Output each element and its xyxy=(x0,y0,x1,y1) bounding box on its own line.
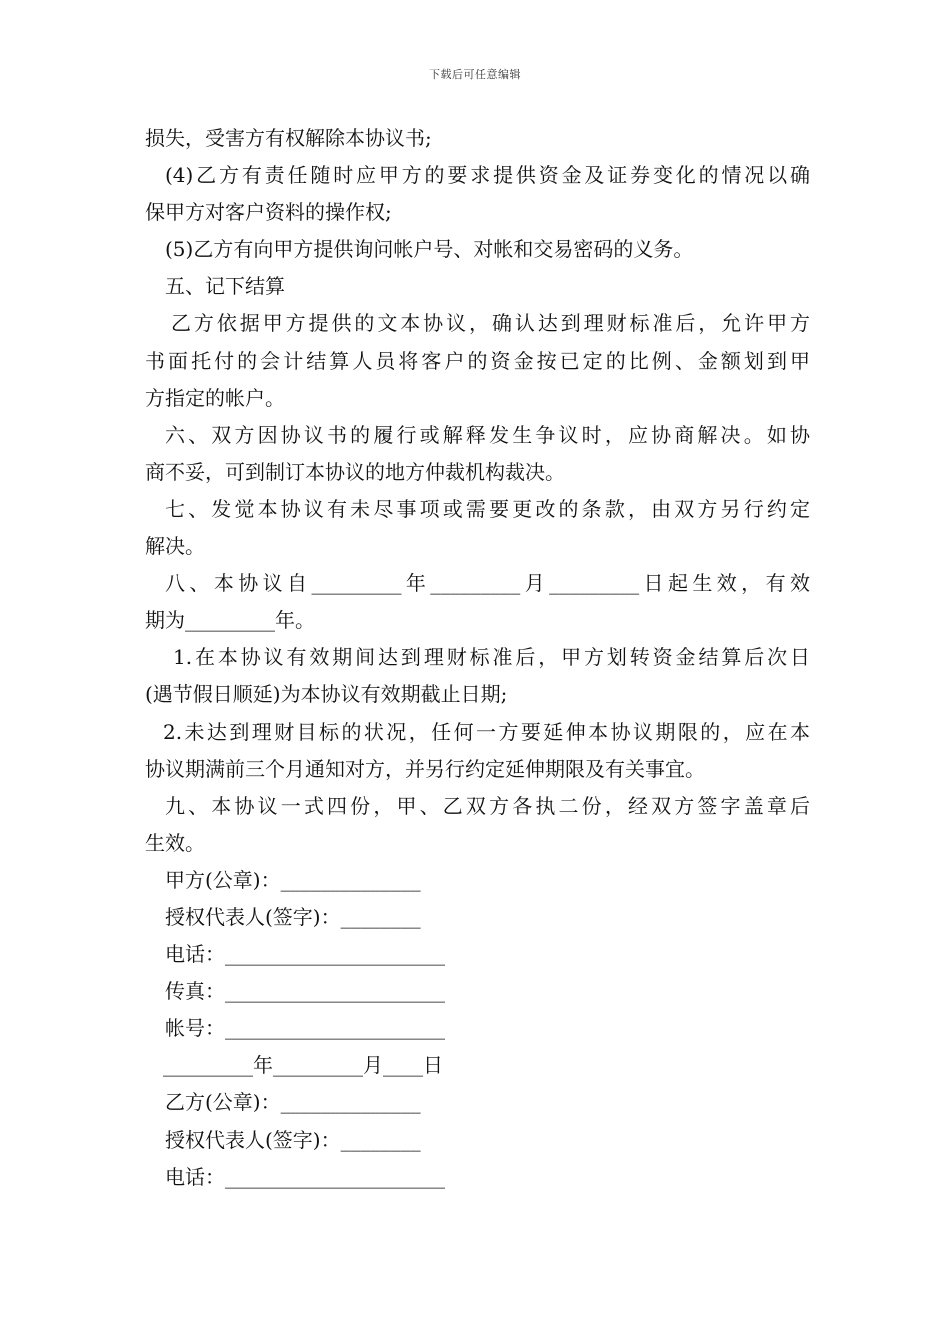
section-heading: 五、记下结算 xyxy=(165,274,285,299)
party-a-representative-field: 授权代表人(签字)：________ xyxy=(165,904,421,929)
page-header-note: 下载后可任意编辑 xyxy=(429,68,521,81)
party-b-seal-field: 乙方(公章)：______________ xyxy=(165,1090,421,1115)
paragraph-line: 保甲方对客户资料的操作权; xyxy=(145,200,392,225)
paragraph-line: 六、双方因协议书的履行或解释发生争议时，应协商解决。如协 xyxy=(165,422,810,447)
paragraph-line: 协议期满前三个月通知对方，并另行约定延伸期限及有关事宜。 xyxy=(145,756,705,781)
paragraph-line: 书面托付的会计结算人员将客户的资金按已定的比例、金额划到甲 xyxy=(145,348,810,373)
party-b-phone-field: 电话：______________________ xyxy=(165,1164,445,1189)
party-a-seal-field: 甲方(公章)：______________ xyxy=(165,867,421,892)
paragraph-line: 解决。 xyxy=(145,534,205,559)
party-a-account-field: 帐号：______________________ xyxy=(165,1016,445,1041)
paragraph-line: 2.未达到理财目标的状况，任何一方要延伸本协议期限的，应在本 xyxy=(163,719,810,744)
date-field: _________年_________月____日 xyxy=(163,1053,443,1078)
paragraph-line: 商不妥，可到制订本协议的地方仲裁机构裁决。 xyxy=(145,459,565,484)
paragraph-line: 方指定的帐户。 xyxy=(145,385,285,410)
document-body xyxy=(145,120,810,1196)
paragraph-line: (遇节假日顺延)为本协议有效期截止日期; xyxy=(145,682,508,707)
party-a-phone-field: 电话：______________________ xyxy=(165,942,445,967)
paragraph-line: (4)乙方有责任随时应甲方的要求提供资金及证券变化的情况以确 xyxy=(165,163,810,188)
paragraph-line: 乙方依据甲方提供的文本协议，确认达到理财标准后，允许甲方 xyxy=(171,311,810,336)
paragraph-line: 生效。 xyxy=(145,830,205,855)
party-a-fax-field: 传真：______________________ xyxy=(165,979,445,1004)
paragraph-line: 1.在本协议有效期间达到理财标准后，甲方划转资金结算后次日 xyxy=(173,645,810,670)
paragraph-line: 七、发觉本协议有未尽事项或需要更改的条款，由双方另行约定 xyxy=(165,496,810,521)
party-b-representative-field: 授权代表人(签字)：________ xyxy=(165,1127,421,1152)
paragraph-line: (5)乙方有向甲方提供询问帐户号、对帐和交易密码的义务。 xyxy=(165,237,694,262)
paragraph-line: 九、本协议一式四份，甲、乙双方各执二份，经双方签字盖章后 xyxy=(165,793,810,818)
paragraph-line: 八、本协议自_________年_________月_________日起生效，有效 xyxy=(165,571,810,596)
paragraph-line: 期为_________年。 xyxy=(145,608,315,633)
paragraph-line: 损失，受害方有权解除本协议书; xyxy=(145,126,432,150)
